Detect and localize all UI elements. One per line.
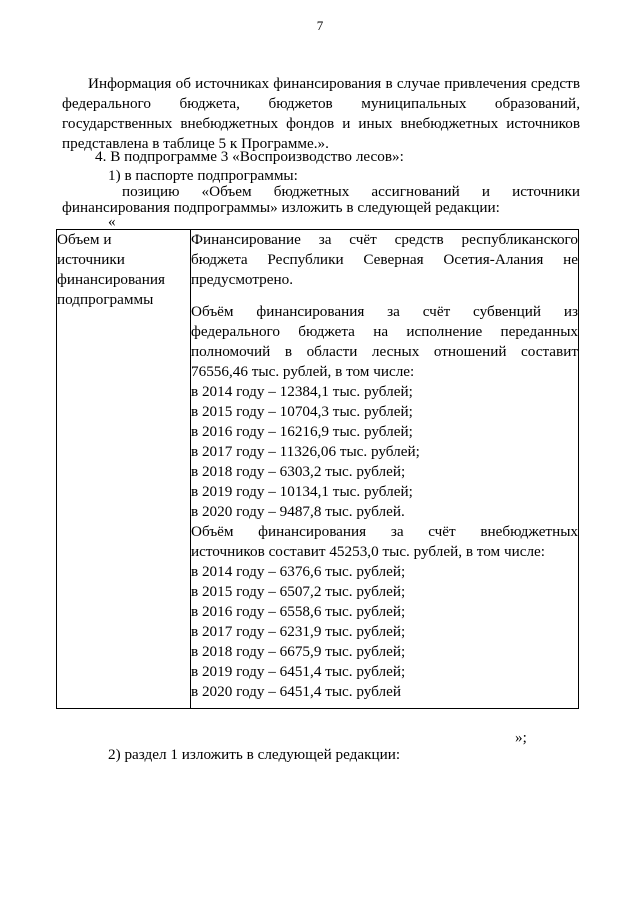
extrabudget-year-line: в 2017 году – 6231,9 тыс. рублей; <box>191 623 406 640</box>
intro-line-1: Информация об источниках финансирования в случае привлечения средств <box>88 75 580 92</box>
extrabudget-year-line: в 2018 году – 6675,9 тыс. рублей; <box>191 643 406 660</box>
subitem-1: 1) в паспорте подпрограммы: <box>108 167 298 184</box>
federal-year-line: в 2018 году – 6303,2 тыс. рублей; <box>191 463 406 480</box>
republic-funding-line: предусмотрено. <box>191 271 294 288</box>
table-row <box>57 230 579 709</box>
extrabudget-year-line: в 2014 году – 6376,6 тыс. рублей; <box>191 563 406 580</box>
passport-table <box>56 229 579 709</box>
federal-year-line: в 2014 году – 12384,1 тыс. рублей; <box>191 383 413 400</box>
federal-year-line: в 2020 году – 9487,8 тыс. рублей. <box>191 503 405 520</box>
extrabudget-year-line: в 2016 году – 6558,6 тыс. рублей; <box>191 603 406 620</box>
federal-funding-line: Объём финансирования за счёт субвенций из <box>191 303 578 320</box>
intro-line-4: представлена в таблице 5 к Программе.». <box>62 135 329 152</box>
label-line: подпрограммы <box>57 291 154 308</box>
label-line: Объем и <box>57 231 112 248</box>
position-line-1: позицию «Объем бюджетных ассигнований и источники <box>122 183 580 200</box>
intro-line-2: федерального бюджета, бюджетов муниципальных образований, <box>62 95 580 112</box>
extrabudget-funding-line: Объём финансирования за счёт внебюджетных <box>191 523 578 540</box>
item-2: 2) раздел 1 изложить в следующей редакции: <box>108 746 401 763</box>
extrabudget-year-line: в 2019 году – 6451,4 тыс. рублей; <box>191 663 406 680</box>
intro-line-3: государственных внебюджетных фондов и иных внебюджетных источников <box>62 115 580 132</box>
label-line: финансирования <box>57 271 165 288</box>
republic-funding-line: бюджета Республики Северная Осетия-Алания не <box>191 251 578 268</box>
federal-funding-line: 76556,46 тыс. рублей, в том числе: <box>191 363 415 380</box>
federal-year-line: в 2015 году – 10704,3 тыс. рублей; <box>191 403 413 420</box>
page-number: 7 <box>316 18 324 33</box>
extrabudget-funding-line: источников составит 45253,0 тыс. рублей, в том числе: <box>191 543 545 560</box>
label-line: источники <box>57 251 125 268</box>
position-line-2: финансирования подпрограммы» изложить в следующей редакции: <box>62 199 500 216</box>
extrabudget-year-line: в 2020 году – 6451,4 тыс. рублей <box>191 683 401 700</box>
table-value-cell <box>191 230 579 709</box>
federal-year-line: в 2017 году – 11326,06 тыс. рублей; <box>191 443 420 460</box>
federal-year-line: в 2016 году – 16216,9 тыс. рублей; <box>191 423 413 440</box>
table-label-cell <box>57 230 191 709</box>
item-4: 4. В подпрограмме 3 «Воспроизводство лесов»: <box>95 148 404 165</box>
close-quote: »; <box>515 729 527 746</box>
republic-funding-line: Финансирование за счёт средств республиканского <box>191 231 578 248</box>
federal-year-line: в 2019 году – 10134,1 тыс. рублей; <box>191 483 413 500</box>
federal-funding-line: федерального бюджета на исполнение переданных <box>191 323 578 340</box>
open-quote: « <box>108 213 116 230</box>
extrabudget-year-line: в 2015 году – 6507,2 тыс. рублей; <box>191 583 406 600</box>
federal-funding-line: полномочий в области лесных отношений составит <box>191 343 578 360</box>
